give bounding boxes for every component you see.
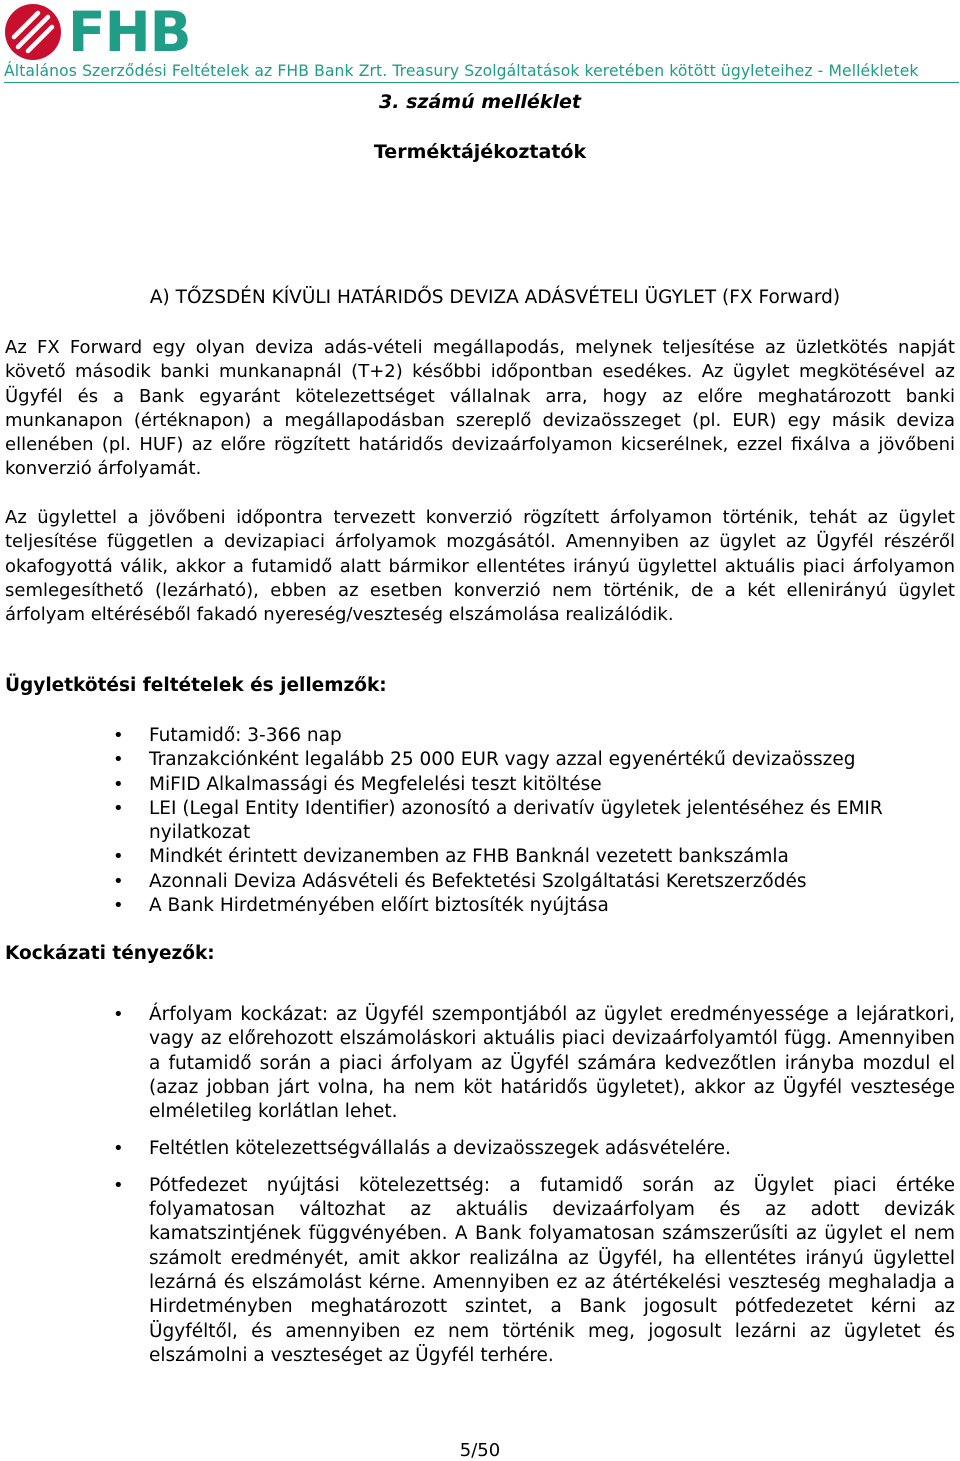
section-a-heading: A) TŐZSDÉN KÍVÜLI HATÁRIDŐS DEVIZA ADÁSVÉTELI ÜGYLET (FX Forward) — [149, 287, 841, 308]
intro-paragraph: Az FX Forward egy olyan deviza adás-vételi megállapodás, melynek teljesítése az üzletkötés napját követő második banki munkanapnál (T+2) későbbi időpontban esedékes. Az ügylet megkötésével az Ügyfél és a Bank egyaránt kötelezettséget vállalnak arra, hogy az előre meghatározott banki munkanapon (értéknapon) a megállapodásban szereplő devizaösszeget (pl. EUR) egy másik deviza ellenében (pl. HUF) az előre rögzített határidős devizaárfolyamon kicserélnek, ezzel fixálva a jövőbeni konverzió árfolyamát. — [5, 337, 955, 480]
list-item: • Árfolyam kockázat: az Ügyfél szempontjából az ügylet eredményessége a lejáratkori, vagy az előrehozott elszámoláskori aktuális piaci devizaárfolyamtól függ. Amennyiben a futamidő során a piaci árfolyam az Ügyfél számára kedvezőtlen irányba mozdul el (azaz jobban járt volna, ha nem köt határidős ügyletet), akkor az Ügyfél vesztesége elméletileg korlátlan lehet. — [113, 1003, 955, 1124]
list-item: • Mindkét érintett devizanemben az FHB Banknál vezetett bankszámla — [113, 845, 953, 869]
list-item: • Azonnali Deviza Adásvételi és Befektetési Szolgáltatási Keretszerződés — [113, 870, 953, 894]
header-divider — [4, 82, 959, 83]
conditions-list — [113, 724, 953, 918]
list-item: • LEI (Legal Entity Identifier) azonosító a derivatív ügyletek jelentéséhez és EMIR nyilatkozat — [113, 797, 894, 846]
fhb-logo — [4, 2, 191, 62]
list-item: • Futamidő: 3-366 nap — [113, 724, 953, 748]
list-item: • A Bank Hirdetményében előírt biztosíték nyújtása — [113, 894, 953, 918]
annex-title: 3. számú melléklet — [379, 91, 581, 113]
fhb-logo-mark-icon — [4, 3, 62, 61]
conditions-heading: Ügyletkötési feltételek és jellemzők: — [5, 675, 387, 696]
list-item: • Tranzakciónként legalább 25 000 EUR vagy azzal egyenértékű devizaösszeg — [113, 748, 953, 772]
list-item: • MiFID Alkalmassági és Megfelelési teszt kitöltése — [113, 773, 953, 797]
risks-list — [113, 1003, 955, 1381]
risks-heading: Kockázati tényezők: — [5, 943, 215, 964]
page-number: 5/50 — [459, 1440, 501, 1461]
settlement-paragraph: Az ügylettel a jövőbeni időpontra tervezett konverzió rögzített árfolyamon történik, tehát az ügylet teljesítése független a devizapiaci árfolyamok mozgásától. Amennyiben az ügylet az Ügyfél részéről okafogyottá válik, akkor a futamidő alatt bármikor ellentétes irányú ügylettel aktuális piaci árfolyamon semlegesíthető (lezárható), ebben az esetben konverzió nem történik, de a két ellenirányú ügylet árfolyam eltéréséből fakadó nyereség/veszteség elszámolása realizálódik. — [5, 507, 955, 626]
annex-subtitle: Terméktájékoztatók — [373, 141, 587, 163]
list-item: • Pótfedezet nyújtási kötelezettség: a futamidő során az Ügylet piaci értéke folyamatosan változhat az aktuális devizaárfolyam és az adott devizák kamatszintjének függvényében. A Bank folyamatosan számszerűsíti az ügylet el nem számolt eredményét, amit akkor realizálna az Ügyfél, ha ellentétes irányú ügylettel lezárná és elszámolást kérne. Amennyiben ez az átértékelési veszteség meghaladja a Hirdetményben meghatározott szintet, a Bank jogosult pótfedezetet kérni az Ügyféltől, és amennyiben ez nem történik meg, jogosult lezárni az ügyletet és elszámolni a veszteséget az Ügyfél terhére. — [113, 1174, 955, 1368]
document-title-line: Általános Szerződési Feltételek az FHB Bank Zrt. Treasury Szolgáltatások keretében kötött ügyleteihez - Mellékletek — [4, 62, 919, 80]
list-item: • Feltétlen kötelezettségvállalás a devizaösszegek adásvételére. — [113, 1137, 955, 1161]
fhb-logo-text: FHB — [68, 0, 191, 64]
page-header — [0, 0, 960, 84]
